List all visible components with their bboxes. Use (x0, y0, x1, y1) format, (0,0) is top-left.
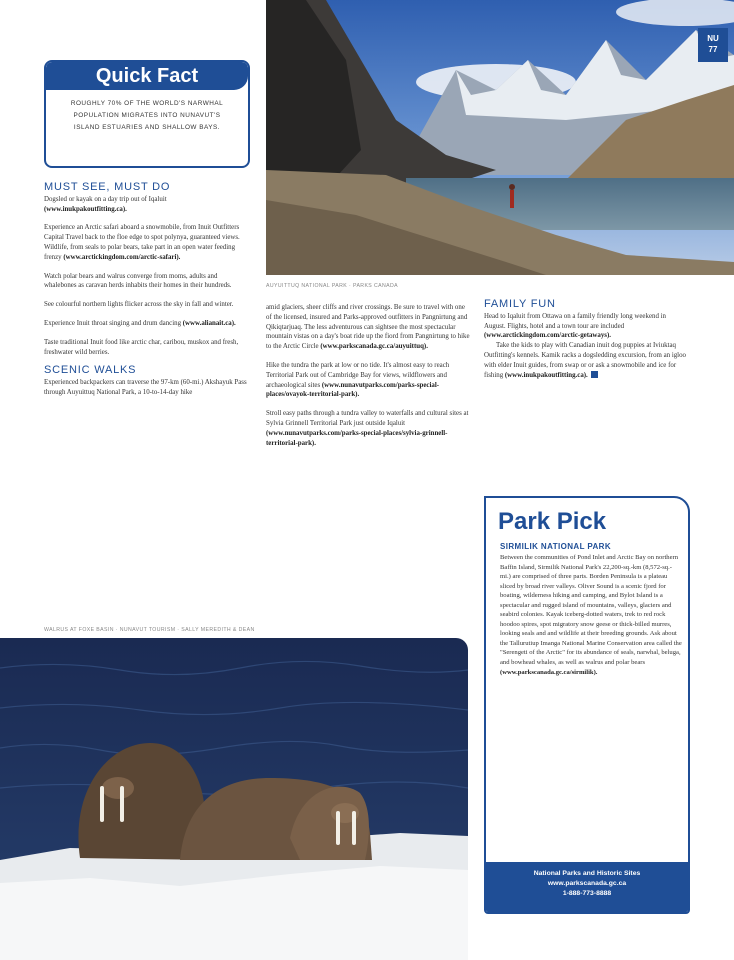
park-pick-footer (486, 862, 688, 912)
col2-p2-text: Hike the tundra the park at low or no tide. It's almost easy to reach Territorial Park out of Cambridge Bay for views, wildflowers and archaeological sites (266, 361, 450, 389)
col2-p1-text: amid glaciers, sheer cliffs and river crossings. Be sure to travel with one of the licensed, insured and Parks-approved outfitters in Pangnirtung and Qikiqtarjuaq. The less adventurous can sightsee the most spectacular mountain vistas on a day's boat ride up the fiord from Pangnirtung to hike to the Arctic Circle (266, 304, 470, 351)
mountain-fjord-image (266, 0, 734, 275)
park-pick-title: Park Pick (498, 508, 607, 535)
park-pick-footer-phone: 1-888-773-8888 (562, 890, 612, 897)
park-pick-footer-url[interactable]: www.parkscanada.gc.ca (547, 880, 627, 887)
scenic-walks-paragraph-1: Experienced backpackers can traverse the 97-km (60-mi.) Akshayuk Pass through Auyuittuq National Park, a 10-to-14-day hike (44, 379, 247, 396)
park-pick-box (484, 496, 690, 914)
arctic-getaways-link[interactable]: (www.arctickingdom.com/arctic-getaways). (484, 332, 612, 340)
must-see-p5-text: Experience Inuit throat singing and drum dancing (44, 319, 182, 327)
quick-fact-body: ROUGHLY 70% OF THE WORLD'S NARWHAL POPULATION MIGRATES INTO NUNAVUT'S ISLAND ESTUARIES AND SHALLOW BAYS. (70, 100, 224, 131)
page-tab-line1: NU (707, 34, 719, 43)
column-2 (266, 303, 471, 448)
scenic-walks-heading: SCENIC WALKS (44, 364, 137, 377)
page-number-tab (698, 28, 728, 62)
auyuittuq-link[interactable]: (www.parkscanada.gc.ca/auyuittuq). (320, 343, 428, 351)
sylvia-grinnell-link[interactable]: (www.nunavutparks.com/parks-special-places/sylvia-grinnell-territorial-park). (266, 429, 448, 447)
photo-mountain-fjord (266, 0, 734, 275)
col2-paragraph-3 (266, 409, 471, 448)
end-of-article-square-icon (591, 371, 598, 378)
arctic-safari-link[interactable]: (www.arctickingdom.com/arctic-safari). (63, 253, 181, 261)
family-fun-p2-text: Take the kids to play with Canadian inuit dog puppies at Iviuktaq Outfitting's kennels. Kamik racks a dogsledding excursion, from an igloo with elder Inuit guides, from swap or or ask a snowmobile and ice for fishing (484, 342, 686, 379)
must-see-paragraph-1 (44, 195, 250, 215)
inukpak-link[interactable]: (www.inukpakoutfitting.ca). (44, 205, 127, 213)
sirmilik-link[interactable]: (www.parkscanada.gc.ca/sirmilik). (500, 668, 598, 676)
quick-fact-box (44, 60, 250, 168)
family-fun-heading: FAMILY FUN (484, 298, 556, 310)
inukpak-link-2[interactable]: (www.inukpakoutfitting.ca). (504, 371, 588, 379)
park-pick-subtitle: SIRMILIK NATIONAL PARK (500, 542, 612, 551)
quick-fact-title: Quick Fact (46, 62, 248, 90)
park-pick-body-text: Between the communities of Pond Inlet and Arctic Bay on northern Baffin Island, Sirmilik National Park's 22,200-sq.-km (8,572-sq.-mi.) are comprised of three parts. Borden Peninsula is a plateau sliced by broad river valleys. Oliver Sound is a scenic fjord for boating, wilderness hiking and camping, and Bylot Island is a spectacular and rugged island of mountains, valleys, glaciers and seabird colonies. Kayak iceberg-dotted waters, trek to red rock hoodoo spires, spot migratory snow geese or thick-billed murres, looking seals and and wildlife at their breeding grounds. Ask about the Tallurutiup Imanga National Marine Conservation area called the "Serengeti of the Arctic" for its abundance of seals, narwhal, beluga, and bowhead whales, as well as walrus and polar bears (500, 554, 682, 667)
alianait-link[interactable]: (www.alianait.ca). (182, 319, 236, 327)
must-see-heading: MUST SEE, MUST DO (44, 181, 171, 193)
col2-p3-text: Stroll easy paths through a tundra valley to waterfalls and cultural sites at Sylvia Grinnell Territorial Park just outside Iqaluit (266, 410, 469, 427)
park-pick-body (486, 553, 688, 677)
must-see-p2-text: Experience an Arctic safari aboard a snowmobile, from Inuit Outfitters Capital Travel back to the floe edge to spot polynya, guaranteed views. Wildlife, from seals to polar bears, take part in an open water feeding frenzy (44, 224, 240, 261)
family-fun-paragraph-2 (484, 341, 686, 380)
col2-paragraph-1 (266, 303, 471, 352)
must-see-paragraph-6: Taste traditional Inuit food like arctic char, caribou, muskox and fresh, freshwater wild berries. (44, 338, 239, 356)
must-see-paragraph-4: See colourful northern lights flicker across the sky in fall and winter. (44, 301, 234, 309)
photo-walrus-on-ice (0, 638, 468, 960)
must-see-paragraph-2 (44, 223, 250, 262)
ovayok-link[interactable]: (www.nunavutparks.com/parks-special-places/ovayok-territorial-park). (266, 381, 440, 399)
must-see-p1-text: Dogsled or kayak on a day trip out of Iqaluit (44, 195, 167, 203)
walrus-image (0, 638, 468, 960)
column-1 (44, 183, 250, 398)
photo-top-caption: AUYUITTUQ NATIONAL PARK · PARKS CANADA (266, 283, 399, 289)
family-fun-p1-text: Head to Iqaluit from Ottawa on a family friendly long weekend in August. Flights, hotel and a town tour are included (484, 312, 666, 330)
must-see-paragraph-5 (44, 319, 250, 329)
page-tab-line2: 77 (708, 45, 718, 54)
photo-bottom-caption: WALRUS AT FOXE BASIN · NUNAVUT TOURISM · SALLY MEREDITH & DEAN (44, 627, 255, 633)
family-fun-paragraph-1 (484, 312, 686, 341)
park-pick-footer-line1: National Parks and Historic Sites (533, 870, 641, 877)
col2-paragraph-2 (266, 361, 471, 400)
must-see-paragraph-3: Watch polar bears and walrus converge from moms, adults and whalebones as caravan herds inhabits their homes in their hundreds. (44, 272, 232, 290)
column-3 (484, 300, 686, 380)
